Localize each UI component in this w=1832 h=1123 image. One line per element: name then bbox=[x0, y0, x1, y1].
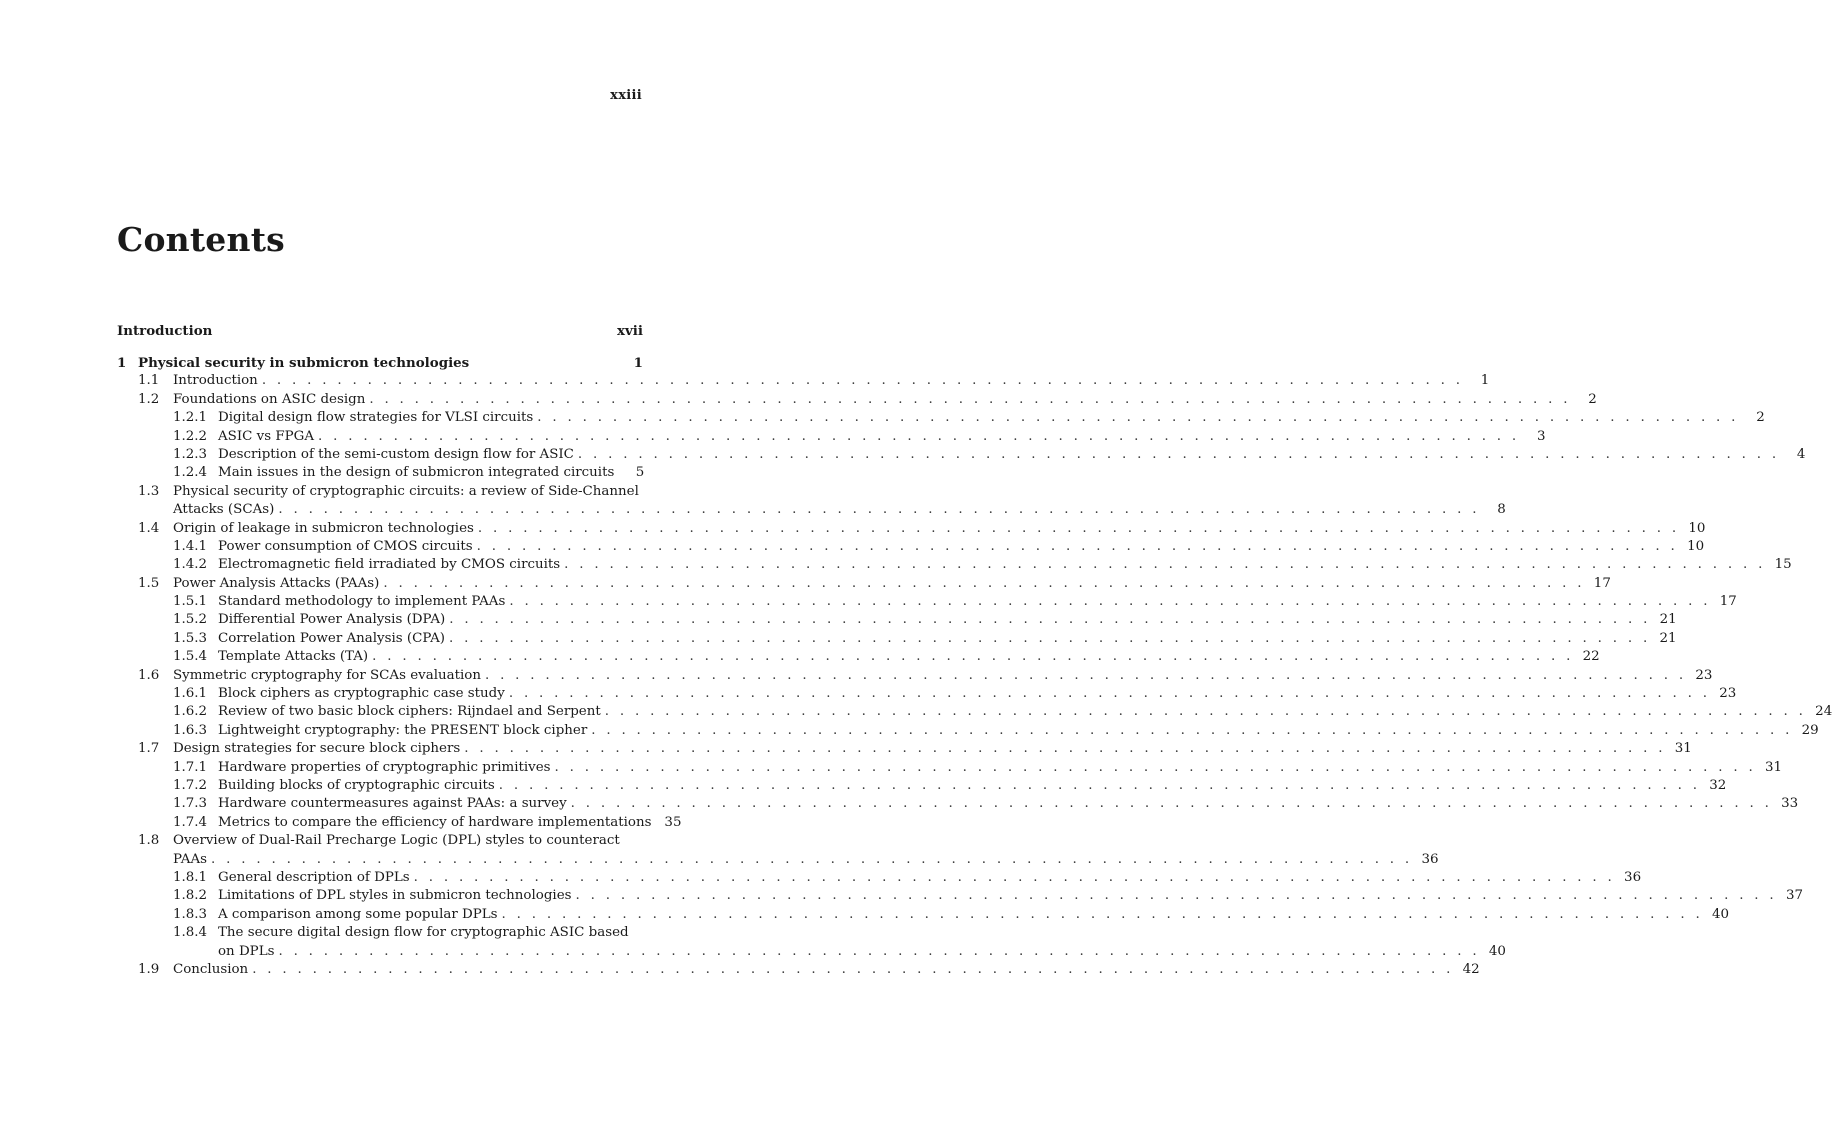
toc-entry-number: 1.8 bbox=[138, 833, 160, 849]
toc-entry-page: 1 bbox=[1480, 373, 1490, 389]
toc-entry-page: 5 bbox=[635, 465, 645, 481]
toc-entry-title: General description of DPLs bbox=[218, 869, 410, 885]
toc-entry[interactable] bbox=[117, 906, 1729, 924]
toc-entry-title: A comparison among some popular DPLs bbox=[218, 906, 498, 922]
toc-entry[interactable] bbox=[117, 483, 643, 501]
toc-entry[interactable] bbox=[117, 795, 1799, 813]
toc-entry-page: 17 bbox=[1593, 575, 1611, 591]
toc-entry-title: Hardware properties of cryptographic primitives bbox=[218, 759, 551, 775]
toc-entry-title: Description of the semi-custom design flow for ASIC bbox=[218, 446, 574, 462]
toc-entry[interactable] bbox=[117, 520, 1706, 538]
toc-entry-title: Introduction bbox=[117, 323, 213, 339]
dot-leader: . . . . . . . . . . . . . . . . . . . . . . . . . . . . . . . . . . . . . . . . . . . . . . . . . . . . . . . . . . . . . . . . . . . . . . . . . . . . . . . . bbox=[577, 446, 1780, 462]
toc-entry-title: Block ciphers as cryptographic case study bbox=[218, 686, 505, 702]
toc-entry-number: 1.8.3 bbox=[173, 906, 208, 922]
toc-entry-page: 10 bbox=[1687, 538, 1705, 554]
dot-leader: . . . . . . . . . . . . . . . . . . . . . . . . . . . . . . . . . . . . . . . . . . . . . . . . . . . . . . . . . . . . . . . . . . . . . . . . . . . . . . . . bbox=[318, 428, 1520, 444]
dot-leader: . . . . . . . . . . . . . . . . . . . . . . . . . . . . . . . . . . . . . . . . . . . . . . . . . . . . . . . . . . . . . . . . . . . . . . . . . . . . . . . . bbox=[372, 649, 1574, 665]
dot-leader: . . . . . . . . . . . . . . . . . . . . . . . . . . . . . . . . . . . . . . . . . . . . . . . . . . . . . . . . . . . . . . . . . . . . . . . . . . . . . . . . bbox=[537, 410, 1739, 426]
toc-entry-page: 2 bbox=[1756, 410, 1765, 426]
toc-entry-number: 1.6.1 bbox=[173, 686, 208, 702]
dot-leader: . . . . . . . . . . . . . . . . . . . . . . . . . . . . . . . . . . . . . . . . . . . . . . . . . . . . . . . . . . . . . . . . . . . . . . . . . . . . . . . . bbox=[383, 575, 1585, 591]
toc-entry[interactable] bbox=[117, 556, 1792, 574]
toc-entry[interactable] bbox=[117, 740, 1692, 758]
toc-entry[interactable] bbox=[117, 887, 1803, 905]
dot-leader: . . . . . . . . . . . . . . . . . . . . . . . . . . . . . . . . . . . . . . . . . . . . . . . . . . . . . . . . . . . . . . . . . . . . . . . . . . . . . . . . bbox=[509, 594, 1711, 610]
toc-entry-page: 21 bbox=[1659, 630, 1677, 646]
toc-entry[interactable] bbox=[117, 648, 1600, 666]
toc-entry-page: 29 bbox=[1801, 722, 1819, 738]
toc-entry-number: 1.7.1 bbox=[173, 759, 208, 775]
dot-leader: . . . . . . . . . . . . . . . . . . . . . . . . . . . . . . . . . . . . . . . . . . . . . . . . . . . . . . . . . . . . . . . . . . . . . . . . . . . . . . . . bbox=[252, 961, 1454, 977]
dot-leader: . . . . . . . . . . . . . . . . . . . . . . . . . . . . . . . . . . . . . . . . . . . . . . . . . . . . . . . . . . . . . . . . . . . . . . . . . . . . . . . . bbox=[477, 520, 1680, 536]
toc-entry-number: 1.6 bbox=[138, 667, 160, 683]
toc-entry-page: 33 bbox=[1781, 796, 1799, 812]
toc-entry-number: 1.5.3 bbox=[173, 630, 208, 646]
dot-leader: . . . . . . . . . . . . . . . . . . . . . . . . . . . . . . . . . . . . . . . . . . . . . . . . . . . . . . . . . . . . . . . . . . . . . . . . . . . . . . . . bbox=[261, 373, 1464, 389]
toc-entry[interactable] bbox=[117, 869, 1642, 887]
toc-entry-number: 1.5 bbox=[138, 575, 160, 591]
toc-entry-page: 22 bbox=[1582, 649, 1600, 665]
toc-entry-number: 1.8.4 bbox=[173, 925, 208, 941]
toc-entry-title: Physical security in submicron technologies bbox=[138, 355, 470, 371]
toc-entry-title: Lightweight cryptography: the PRESENT block cipher bbox=[218, 722, 588, 738]
toc-entry-title: Design strategies for secure block ciphers bbox=[173, 741, 461, 757]
toc-entry-title: The secure digital design flow for cryptographic ASIC based bbox=[218, 925, 629, 941]
dot-leader: . . . . . . . . . . . . . . . . . . . . . . . . . . . . . . . . . . . . . . . . . . . . . . . . . . . . . . . . . . . . . . . . . . . . . . . . . . . . . . . . bbox=[484, 667, 1687, 683]
toc-entry-page: xvii bbox=[617, 323, 643, 339]
toc-entry-page: 36 bbox=[1421, 851, 1439, 867]
toc-entry[interactable] bbox=[117, 924, 643, 942]
toc-entry[interactable] bbox=[117, 611, 1677, 629]
toc-entry-title: Main issues in the design of submicron integrated circuits bbox=[218, 465, 615, 481]
toc-entry-title: Physical security of cryptographic circuits: a review of Side-Channel bbox=[173, 483, 639, 499]
toc-entry-number: 1.2.2 bbox=[173, 428, 208, 444]
toc-entry[interactable] bbox=[117, 538, 1705, 556]
toc-entry[interactable] bbox=[117, 667, 1713, 685]
dot-leader: . . . . . . . . . . . . . . . . . . . . . . . . . . . . . . . . . . . . . . . . . . . . . . . . . . . . . . . . . . . . . . . . . . . . . . . . . . . . . . . . bbox=[554, 759, 1757, 775]
toc-entry-page: 17 bbox=[1719, 594, 1737, 610]
toc-entry-page: 36 bbox=[1624, 869, 1642, 885]
toc-entry-page: 23 bbox=[1695, 667, 1713, 683]
toc-entry-page: 8 bbox=[1497, 502, 1506, 518]
toc-entry-title: Hardware countermeasures against PAAs: a survey bbox=[218, 796, 567, 812]
toc-entry-title: Correlation Power Analysis (CPA) bbox=[218, 630, 446, 646]
toc-entry[interactable] bbox=[117, 409, 1765, 427]
toc-entry-title: Conclusion bbox=[173, 961, 249, 977]
toc-entry-title: Differential Power Analysis (DPA) bbox=[218, 612, 446, 628]
dot-leader: . . . . . . . . . . . . . . . . . . . . . . . . . . . . . . . . . . . . . . . . . . . . . . . . . . . . . . . . . . . . . . . . . . . . . . . . . . . . . . . . bbox=[449, 630, 1651, 646]
toc-entry-number: 1.8.1 bbox=[173, 869, 208, 885]
toc-entry-number: 1.5.4 bbox=[173, 649, 208, 665]
toc-entry-page: 24 bbox=[1815, 704, 1832, 720]
toc-entry-title: Introduction bbox=[173, 373, 258, 389]
toc-entry[interactable] bbox=[117, 322, 643, 340]
toc-entry-title: Attacks (SCAs) bbox=[173, 502, 275, 518]
toc-entry[interactable] bbox=[117, 372, 1490, 390]
toc-entry-page: 31 bbox=[1764, 759, 1783, 775]
toc-entry-number: 1.2 bbox=[138, 391, 160, 407]
dot-leader: . . . . . . . . . . . . . . . . . . . . . . . . . . . . . . . . . . . . . . . . . . . . . . . . . . . . . . . . . . . . . . . . . . . . . . . . . . . . . . . . bbox=[501, 906, 1703, 922]
dot-leader: . . . . . . . . . . . . . . . . . . . . . . . . . . . . . . . . . . . . . . . . . . . . . . . . . . . . . . . . . . . . . . . . . . . . . . . . . . . . . . . . bbox=[575, 888, 1777, 904]
toc-entry-page: 15 bbox=[1774, 557, 1792, 573]
toc-entry-page: 31 bbox=[1674, 741, 1692, 757]
toc-entry-title: Electromagnetic field irradiated by CMOS circuits bbox=[218, 557, 561, 573]
toc-entry-number: 1.7.3 bbox=[173, 796, 208, 812]
toc-entry-title: Metrics to compare the efficiency of hardware implementations bbox=[218, 814, 652, 830]
toc-entry[interactable] bbox=[117, 685, 1737, 703]
toc-entry[interactable] bbox=[117, 943, 1506, 961]
table-of-contents bbox=[117, 322, 1832, 979]
toc-entry-title: Building blocks of cryptographic circuits bbox=[218, 777, 495, 793]
dot-leader: . . . . . . . . . . . . . . . . . . . . . . . . . . . . . . . . . . . . . . . . . . . . . . . . . . . . . . . . . . . . . . . . . . . . . . . . . . . . . . . . bbox=[413, 869, 1616, 885]
dot-leader: . . . . . . . . . . . . . . . . . . . . . . . . . . . . . . . . . . . . . . . . . . . . . . . . . . . . . . . . . . . . . . . . . . . . . . . . . . . . . . . . bbox=[278, 943, 1480, 959]
toc-entry-title: Origin of leakage in submicron technologies bbox=[173, 520, 474, 536]
contents-heading: Contents bbox=[117, 220, 285, 259]
toc-entry[interactable] bbox=[117, 814, 682, 832]
dot-leader: . . . . . . . . . . . . . . . . . . . . . . . . . . . . . . . . . . . . . . . . . . . . . . . . . . . . . . . . . . . . . . . . . . . . . . . . . . . . . . . . bbox=[211, 851, 1413, 867]
toc-entry-number: 1.4.1 bbox=[173, 538, 208, 554]
toc-entry[interactable] bbox=[117, 593, 1737, 611]
toc-entry-title: Limitations of DPL styles in submicron technologies bbox=[218, 888, 572, 904]
toc-entry-number: 1.2.4 bbox=[173, 465, 208, 481]
toc-entry[interactable] bbox=[117, 777, 1727, 795]
dot-leader: . . . . . . . . . . . . . . . . . . . . . . . . . . . . . . . . . . . . . . . . . . . . . . . . . . . . . . . . . . . . . . . . . . . . . . . . . . . . . . . . bbox=[464, 741, 1666, 757]
toc-entry[interactable] bbox=[117, 722, 1819, 740]
toc-entry-number: 1.7 bbox=[138, 741, 160, 757]
toc-entry-number: 1.6.3 bbox=[173, 722, 208, 738]
toc-entry-number: 1.3 bbox=[138, 483, 160, 499]
toc-entry-page: 3 bbox=[1536, 428, 1546, 444]
toc-entry-number: 1.7.4 bbox=[173, 814, 208, 830]
dot-leader: . . . . . . . . . . . . . . . . . . . . . . . . . . . . . . . . . . . . . . . . . . . . . . . . . . . . . . . . . . . . . . . . . . . . . . . . . . . . . . . . bbox=[369, 391, 1571, 407]
toc-entry-title: Symmetric cryptography for SCAs evaluation bbox=[173, 667, 481, 683]
toc-entry-page: 21 bbox=[1659, 612, 1677, 628]
toc-entry[interactable] bbox=[117, 575, 1611, 593]
toc-entry-title: Standard methodology to implement PAAs bbox=[218, 594, 506, 610]
toc-entry[interactable] bbox=[117, 630, 1677, 648]
toc-entry-title: Power Analysis Attacks (PAAs) bbox=[173, 575, 380, 591]
toc-entry-page: 23 bbox=[1719, 686, 1737, 702]
toc-entry[interactable] bbox=[117, 851, 1439, 869]
toc-entry-title: Digital design flow strategies for VLSI circuits bbox=[218, 410, 534, 426]
toc-entry[interactable] bbox=[117, 464, 643, 482]
dot-leader: . . . . . . . . . . . . . . . . . . . . . . . . . . . . . . . . . . . . . . . . . . . . . . . . . . . . . . . . . . . . . . . . . . . . . . . . . . . . . . . . bbox=[498, 777, 1701, 793]
toc-entry[interactable] bbox=[117, 354, 643, 372]
toc-entry-title: Foundations on ASIC design bbox=[173, 391, 366, 407]
dot-leader: . . . . . . . . . . . . . . . . . . . . . . . . . . . . . . . . . . . . . . . . . . . . . . . . . . . . . . . . . . . . . . . . . . . . . . . . . . . . . . . . bbox=[278, 502, 1480, 518]
toc-entry-page: 37 bbox=[1785, 888, 1803, 904]
toc-entry[interactable] bbox=[117, 501, 1506, 519]
toc-entry-number: 1.9 bbox=[138, 961, 160, 977]
toc-entry-title: Review of two basic block ciphers: Rijndael and Serpent bbox=[218, 704, 601, 720]
toc-entry-number: 1.1 bbox=[138, 373, 160, 389]
toc-entry[interactable] bbox=[117, 428, 1546, 446]
toc-entry[interactable] bbox=[117, 703, 1832, 721]
toc-entry-title: PAAs bbox=[173, 851, 207, 867]
toc-entry-title: Overview of Dual-Rail Precharge Logic (DPL) styles to counteract bbox=[173, 833, 620, 849]
toc-entry-page: 10 bbox=[1688, 520, 1706, 536]
toc-entry-number: 1.5.2 bbox=[173, 612, 208, 628]
toc-entry-number: 1.5.1 bbox=[173, 594, 208, 610]
dot-leader: . . . . . . . . . . . . . . . . . . . . . . . . . . . . . . . . . . . . . . . . . . . . . . . . . . . . . . . . . . . . . . . . . . . . . . . . . . . . . . . . bbox=[570, 796, 1773, 812]
toc-entry-page: 40 bbox=[1711, 906, 1729, 922]
toc-entry-title: Power consumption of CMOS circuits bbox=[218, 538, 473, 554]
toc-entry[interactable] bbox=[117, 961, 1480, 979]
toc-entry-page: 42 bbox=[1462, 961, 1480, 977]
toc-entry[interactable] bbox=[117, 446, 1806, 464]
toc-entry-title: on DPLs bbox=[218, 943, 275, 959]
toc-entry-title: Template Attacks (TA) bbox=[218, 649, 369, 665]
toc-entry-title: ASIC vs FPGA bbox=[218, 428, 314, 444]
toc-entry-page: 35 bbox=[664, 814, 682, 830]
toc-entry[interactable] bbox=[117, 759, 1783, 777]
toc-entry-page: 40 bbox=[1488, 943, 1506, 959]
toc-entry-number: 1.8.2 bbox=[173, 888, 208, 904]
toc-entry-number: 1 bbox=[117, 355, 127, 371]
toc-entry[interactable] bbox=[117, 391, 1597, 409]
dot-leader: . . . . . . . . . . . . . . . . . . . . . . . . . . . . . . . . . . . . . . . . . . . . . . . . . . . . . . . . . . . . . . . . . . . . . . . . . . . . . . . . bbox=[449, 612, 1651, 628]
toc-entry-number: 1.2.1 bbox=[173, 410, 208, 426]
page-number: xxiii bbox=[610, 88, 642, 103]
toc-entry-number: 1.4.2 bbox=[173, 557, 208, 573]
dot-leader: . . . . . . . . . . . . . . . . . . . . . . . . . . . . . . . . . . . . . . . . . . . . . . . . . . . . . . . . . . . . . . . . . . . . . . . . . . . . . . . . bbox=[591, 722, 1793, 738]
toc-entry-page: 1 bbox=[633, 355, 643, 371]
toc-entry[interactable] bbox=[117, 832, 643, 850]
toc-entry-page: 2 bbox=[1588, 391, 1597, 407]
toc-entry-number: 1.7.2 bbox=[173, 777, 208, 793]
toc-entry-number: 1.4 bbox=[138, 520, 160, 536]
dot-leader: . . . . . . . . . . . . . . . . . . . . . . . . . . . . . . . . . . . . . . . . . . . . . . . . . . . . . . . . . . . . . . . . . . . . . . . . . . . . . . . . bbox=[508, 686, 1711, 702]
dot-leader: . . . . . . . . . . . . . . . . . . . . . . . . . . . . . . . . . . . . . . . . . . . . . . . . . . . . . . . . . . . . . . . . . . . . . . . . . . . . . . . . bbox=[476, 538, 1679, 554]
dot-leader: . . . . . . . . . . . . . . . . . . . . . . . . . . . . . . . . . . . . . . . . . . . . . . . . . . . . . . . . . . . . . . . . . . . . . . . . . . . . . . . . bbox=[564, 557, 1766, 573]
toc-entry-page: 32 bbox=[1709, 777, 1727, 793]
toc-entry-number: 1.2.3 bbox=[173, 446, 208, 462]
toc-entry-number: 1.6.2 bbox=[173, 704, 208, 720]
toc-entry-page: 4 bbox=[1796, 446, 1806, 462]
dot-leader: . . . . . . . . . . . . . . . . . . . . . . . . . . . . . . . . . . . . . . . . . . . . . . . . . . . . . . . . . . . . . . . . . . . . . . . . . . . . . . . . bbox=[604, 704, 1807, 720]
